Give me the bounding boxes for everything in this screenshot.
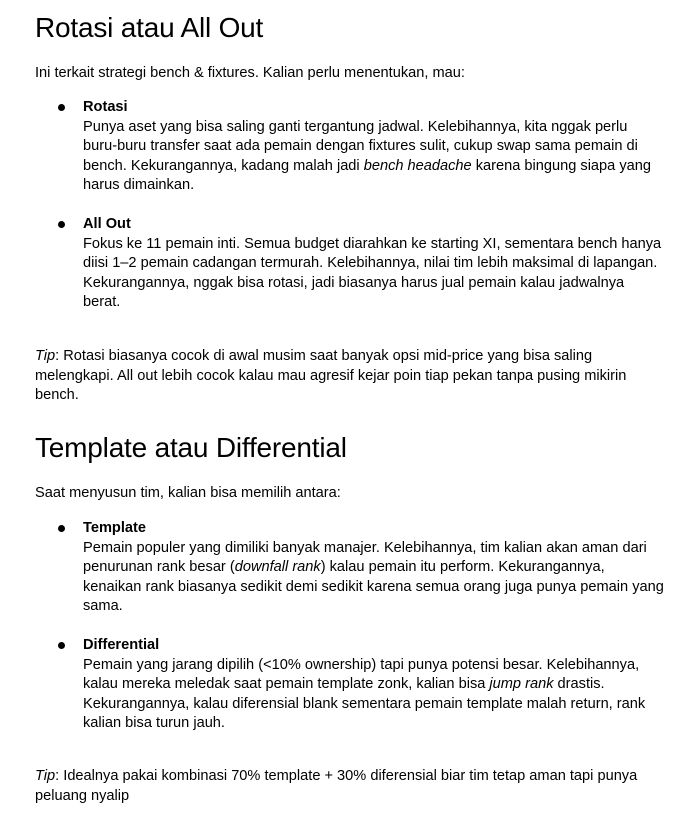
bullet-icon (58, 221, 65, 228)
item-body (83, 539, 665, 617)
list-item-template (35, 519, 665, 617)
item-title: Rotasi (83, 99, 128, 115)
bullet-icon (58, 104, 65, 111)
item-body-text: Pemain yang jarang dipilih (<10% ownership) tapi punya potensi besar. Kelebihannya, kalau mereka meledak saat pemain template zonk, kalian bisa (83, 656, 640, 693)
tip-text: : Rotasi biasanya cocok di awal musim saat banyak opsi mid-price yang bisa saling melengkapi. All out lebih cocok kalau mau agresif kejar poin tiap pekan tanpa pusing mikirin bench. (35, 348, 627, 404)
tip-paragraph-rotasi (35, 347, 635, 406)
section-heading-template: Template atau Differential (35, 432, 347, 463)
tip-label: Tip (35, 768, 56, 784)
item-body[interactable] (83, 656, 665, 734)
item-body-text: Punya aset yang bisa saling ganti tergantung jadwal. Kelebihannya, kita nggak perlu buru-buru transfer saat ada pemain dengan fixtures sulit, cukup swap sama pemain di bench. Kekurangannya, kadang malah jadi (83, 118, 638, 174)
item-body-emphasis: bench headache (363, 157, 472, 174)
option-list-template (35, 519, 665, 734)
item-body (83, 118, 665, 196)
item-title: All Out (83, 215, 131, 232)
tip-paragraph-template (35, 767, 655, 806)
list-item-differential (35, 636, 665, 734)
item-title: Template (83, 520, 146, 536)
section-intro-template: Saat menyusun tim, kalian bisa memilih antara: (35, 485, 341, 501)
item-body: Fokus ke 11 pemain inti. Semua budget diarahkan ke starting XI, sementara bench hanya diisi 1–2 pemain cadangan termurah. Kelebihannya, nilai tim lebih maksimal di lapangan. Kekurangannya, nggak bisa rotasi, jadi biasanya harus jual pemain kalau jadwalnya berat. (83, 235, 662, 311)
item-body-text: karena bingung siapa yang harus dimainkan. (83, 157, 651, 194)
item-body-emphasis: jump rank (489, 676, 554, 693)
tip-label: Tip (35, 348, 56, 364)
item-body-text: ) kalau pemain itu perform. Kekurangannya, kenaikan rank biasanya sedikit demi sedikit karena semua orang juga punya pemain yang sama. (83, 559, 664, 615)
bullet-icon (58, 642, 65, 649)
item-body-text: drastis. Kekurangannya, kalau diferensial blank sementara pemain template malah return, rank kalian bisa turun jauh. (83, 676, 646, 732)
option-list-rotasi (35, 98, 665, 313)
bullet-icon (58, 525, 65, 532)
list-item-all-out (35, 215, 665, 313)
list-item-rotasi (35, 98, 665, 196)
item-title: Differential (83, 636, 160, 653)
section-intro-rotasi: Ini terkait strategi bench & fixtures. Kalian perlu menentukan, mau: (35, 65, 465, 81)
tip-text: : Idealnya pakai kombinasi 70% template + 30% diferensial biar tim tetap aman tapi punya peluang nyalip (35, 768, 638, 804)
section-heading-rotasi: Rotasi atau All Out (35, 12, 264, 43)
item-body-text: Pemain populer yang dimiliki banyak manajer. Kelebihannya, tim kalian akan aman dari penurunan rank besar ( (83, 539, 647, 576)
item-body-emphasis: downfall rank (234, 559, 321, 576)
